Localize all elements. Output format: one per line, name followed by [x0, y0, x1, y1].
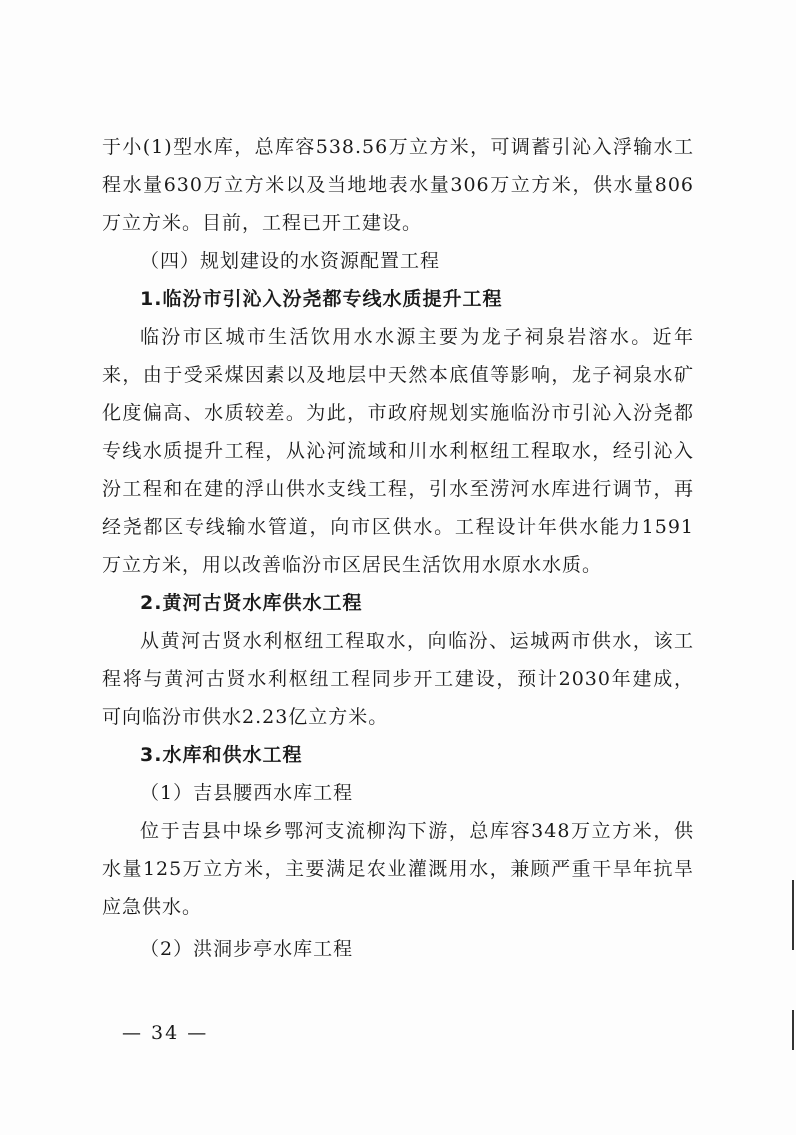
page-number: — 34 — [122, 1022, 209, 1044]
paragraph-line: 化度偏高、水质较差。为此，市政府规划实施临汾市引沁入汾尧都 [102, 402, 694, 424]
item-heading-2: （2）洪洞步亭水库工程 [140, 938, 354, 960]
paragraph-line: 万立方米。目前，工程已开工建设。 [102, 212, 423, 234]
paragraph-line: 应急供水。 [102, 896, 203, 918]
paragraph-line: 可向临汾市供水2.23亿立方米。 [102, 706, 389, 728]
scan-edge-mark [792, 1010, 794, 1050]
paragraph-line: 程水量630万立方米以及当地地表水量306万立方米，供水量806 [102, 174, 694, 196]
paragraph-line: 经尧都区专线输水管道，向市区供水。工程设计年供水能力1591 [102, 516, 694, 538]
subsection-heading-3: 3.水库和供水工程 [140, 744, 303, 766]
section-heading: （四）规划建设的水资源配置工程 [140, 250, 441, 272]
paragraph-line: 于小(1)型水库，总库容538.56万立方米，可调蓄引沁入浮输水工 [102, 136, 694, 158]
scan-edge-mark [792, 880, 794, 950]
paragraph-line: 来，由于受采煤因素以及地层中天然本底值等影响，龙子祠泉水矿 [102, 364, 694, 386]
item-heading-1: （1）吉县腰西水库工程 [140, 782, 354, 804]
paragraph-line: 从黄河古贤水利枢纽工程取水，向临汾、运城两市供水，该工 [140, 630, 694, 652]
subsection-heading-2: 2.黄河古贤水库供水工程 [140, 592, 363, 614]
paragraph-line: 位于吉县中垛乡鄂河支流柳沟下游，总库容348万立方米，供 [140, 820, 694, 842]
paragraph-line: 水量125万立方米，主要满足农业灌溉用水，兼顾严重干旱年抗旱 [102, 858, 694, 880]
paragraph-line: 万立方米，用以改善临汾市区居民生活饮用水原水水质。 [102, 554, 603, 576]
document-body [102, 128, 694, 968]
paragraph-line: 临汾市区城市生活饮用水水源主要为龙子祠泉岩溶水。近年 [140, 326, 694, 348]
paragraph-line: 专线水质提升工程，从沁河流域和川水利枢纽工程取水，经引沁入 [102, 440, 694, 462]
subsection-heading-1: 1.临汾市引沁入汾尧都专线水质提升工程 [140, 288, 503, 310]
paragraph-line: 汾工程和在建的浮山供水支线工程，引水至涝河水库进行调节，再 [102, 478, 694, 500]
paragraph-line: 程将与黄河古贤水利枢纽工程同步开工建设，预计2030年建成， [102, 668, 694, 690]
